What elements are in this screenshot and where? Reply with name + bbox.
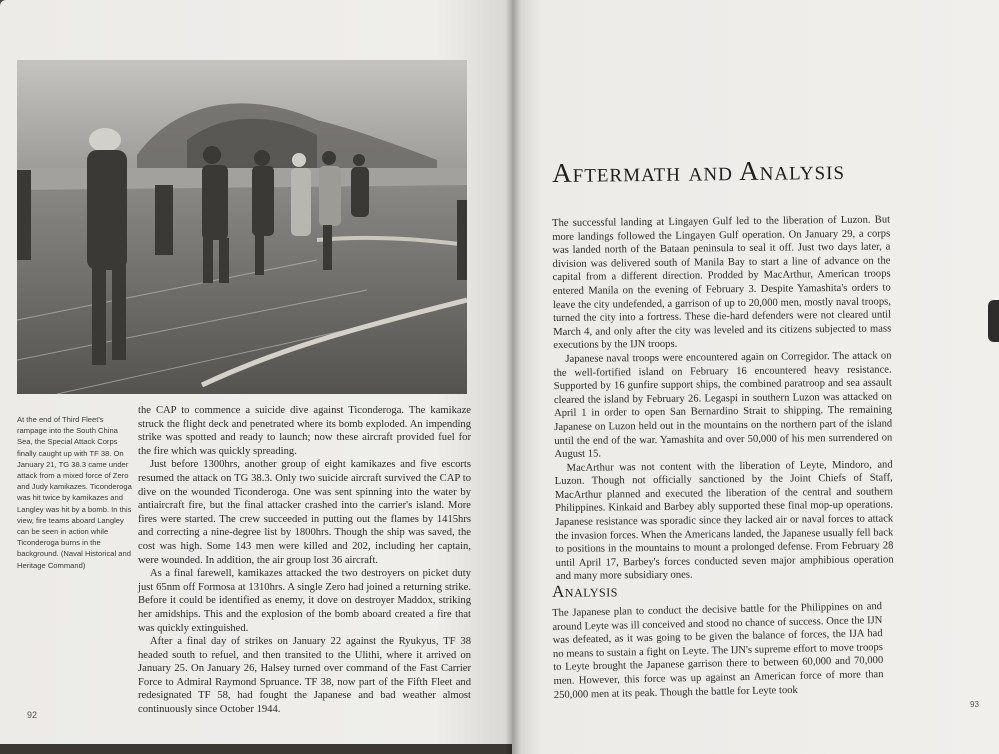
chapter-title: Aftermath and Analysis xyxy=(552,154,846,188)
page-number-left: 92 xyxy=(27,710,38,720)
right-page-body-text xyxy=(552,213,894,584)
right-paragraph-1: The successful landing at Lingayen Gulf led to the liberation of Luzon. But more landings followed the Lingayen Gulf operation. On January 29, a corps was landed north of the Bataan peninsula to seal it off. Just two days later, a division was delivered south of Manila Bay to start a line of advance on the capital from a different direction. Prodded by MacArthur, American troops entered Manila on the evening of February 3. Despite Yamashita's orders to leave the city undefended, a garrison of up to 20,000 men, mostly naval troops, turned the city into a fortress. These die-hard defenders were not cleared until March 4, and only after the city was leveled and its citizens subjected to mass executions by the IJN troops. xyxy=(552,214,892,352)
analysis-paragraph: The Japanese plan to conduct the decisive battle for the Philippines on and around Leyte was ill conceived and stood no chance of success. Once the IJN was defeated, as it was going to be given the balance of forces, the IJA had no means to sustain a fight on Leyte. The IJN's supreme effort to move troops to Leyte brought the Japanese garrison there to between 60,000 and 70,000 men. However, this force was up against an American force of more than 250,000 men at its peak. Though the battle for Leyte took xyxy=(552,601,884,701)
carrier-deck-photo xyxy=(17,60,467,394)
photo-illustration xyxy=(17,60,467,394)
photo-caption: At the end of Third Fleet's rampage into the South China Sea, the Special Attack Corps finally caught up with TF 38. On January 21, TG 38.3 came under attack from a mixed force of Zero and Judy kamikazes. Ticonderoga was hit twice by kamikazes and Langley was hit by a bomb. In this view, fire teams aboard Langley can be seen in action while Ticonderoga burns in the background. (Naval Historical and Heritage Command) xyxy=(17,415,132,570)
analysis-body-text xyxy=(552,600,884,702)
book-gutter xyxy=(505,0,521,754)
page-clip xyxy=(988,300,999,342)
right-paragraph-3: MacArthur was not content with the liberation of Leyte, Mindoro, and Luzon. Though not officially sanctioned by the Joint Chiefs of Staff, MacArthur planned and executed the liberation of the central and southern Philippines. Kinkaid and Barbey ably supported these final mop-up operations. Japanese resistance was sporadic since they lacked air or naval forces to attack the invasion forces. When the Americans landed, the Japanese usually fell back to positions in the mountains to mount a prolonged defense. From February 28 until April 17, Barbey's forces conducted seven major amphibious operation and many more subsidiary ones. xyxy=(554,459,894,583)
page-edge-shadow xyxy=(0,744,512,754)
left-paragraph-1: the CAP to commence a suicide dive against Ticonderoga. The kamikaze struck the flight deck and penetrated where its bomb exploded. An impending strike was spotted and ready to launch; now these aircraft provided fuel for the fire which was quickly spreading. xyxy=(138,405,471,457)
right-paragraph-2: Japanese naval troops were encountered again on Corregidor. The attack on the well-fortified island on February 16 encountered heavy resistance. Supported by 16 gunfire support ships, the combined paratroop and sea assault cleared the island by February 26. Legaspi in southern Luzon was attacked on April 1 in order to open San Bernardino Strait to shipping. The remaining Japanese on Luzon held out in the mountains on the northern part of the island until the end of the war. Yamashita and over 50,000 of his men surrendered on August 15. xyxy=(553,350,893,461)
page-number-right: 93 xyxy=(970,700,979,709)
section-heading-analysis: Analysis xyxy=(552,581,618,601)
left-paragraph-3: As a final farewell, kamikazes attacked the two destroyers on picket duty just 65nm off Formosa at 1310hrs. A single Zero had joined a returning strike. Before it could be identified as enemy, it dove on destroyer Maddox, striking her amidships. This and the explosion of the bomb aboard created a fire that was quickly extinguished. xyxy=(138,568,471,634)
left-paragraph-4: After a final day of strikes on January 22 against the Ryukyus, TF 38 headed south to refuel, and then transited to the Ulithi, where it arrived on January 25. On January 26, Halsey turned over command of the Fast Carrier Force to Admiral Raymond Spruance. TF 38, now part of the Fifth Fleet and redesignated TF 58, had fought the Japanese and bad weather almost continuously since October 1944. xyxy=(138,636,471,716)
left-paragraph-2: Just before 1300hrs, another group of eight kamikazes and five escorts resumed the attack on TG 38.3. Only two suicide aircraft survived the CAP to dive on the wounded Ticonderoga. One was sent spinning into the water by antiaircraft fire, but the final attacker crashed into the carrier's island. More fires were started. The crew succeeded in putting out the flames by 1415hrs and correcting a nine-degree list by 1800hrs. Though the ship was saved, the cost was high. Some 143 men were killed and 202, including her captain, were wounded. In addition, the air group lost 36 aircraft. xyxy=(138,459,471,566)
left-page-body-text xyxy=(138,404,471,717)
